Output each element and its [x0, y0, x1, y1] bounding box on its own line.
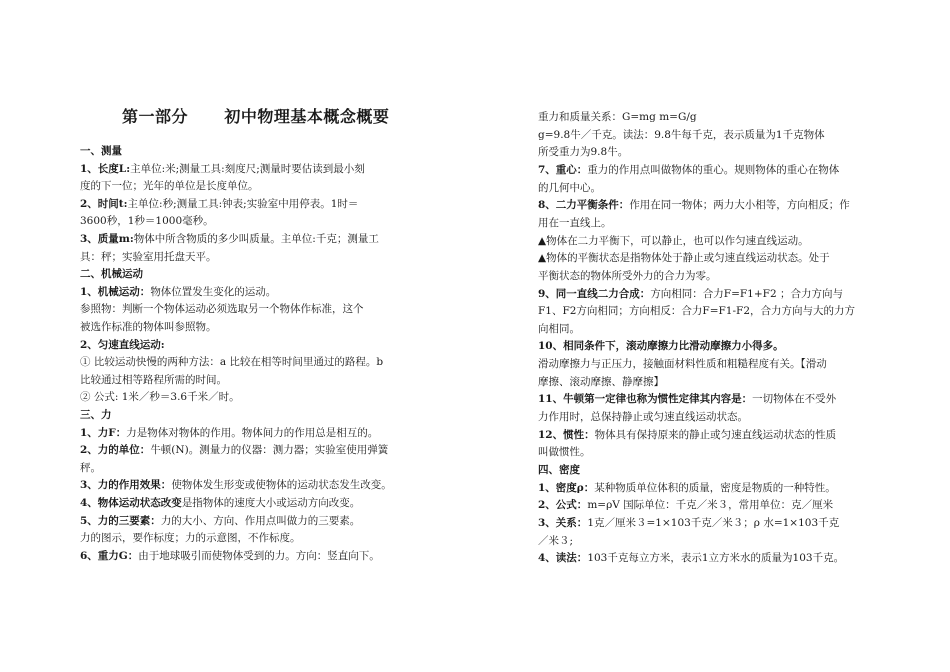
body-text: g=9.8牛／千克。读法：9.8牛每千克，表示质量为1千克物体: [538, 128, 825, 141]
body-text: 物体具有保持原来的静止或匀速直线运动状态的性质: [594, 428, 837, 441]
left-text-line: [80, 443, 388, 457]
bold-term: 3、关系：: [538, 516, 588, 529]
right-text-line: [538, 216, 612, 230]
body-text: 度的下一位；光年的单位是长度单位。: [80, 180, 259, 193]
body-text: 力是物体对物体的作用。物体间力的作用总是相互的。: [126, 426, 379, 439]
right-text-line: [538, 481, 836, 495]
bold-term: 二、机械运动: [80, 268, 143, 281]
right-text-line: [538, 534, 573, 548]
left-text-line: [80, 478, 392, 492]
right-text-line: [538, 463, 580, 477]
body-text: 某种物质单位体积的质量，密度是物质的一种特性。: [594, 481, 836, 494]
body-text: 参照物：判断一个物体运动必须选取另一个物体作标准，这个: [80, 303, 364, 316]
body-text: 比较通过相等路程所需的时间。: [80, 373, 227, 386]
right-text-line: [538, 304, 855, 318]
left-text-line: [80, 302, 364, 316]
left-text-line: [80, 373, 227, 387]
bold-term: 6、重力G：: [80, 549, 139, 562]
body-text: ▲物体的平衡状态是指物体处于静止或匀速直线运动状态。处于: [538, 252, 830, 265]
body-text: 向相同。: [538, 322, 580, 335]
body-text: 的几何中心。: [538, 181, 601, 194]
bold-term: 4、读法：: [538, 552, 588, 565]
bold-term: 5、力的三要素：: [80, 514, 161, 527]
body-text: 力作用时，总保持静止或匀速直线运动状态。: [538, 411, 748, 424]
bold-term: 1、机械运动：: [80, 285, 151, 298]
body-text: 所受重力为9.8牛。: [538, 146, 629, 159]
body-text: m=ρV 国际单位：千克／米３，常用单位：克／厘米: [587, 499, 834, 512]
bold-term: 11、牛顿第一定律也称为惯性定律其内容是：: [538, 393, 753, 406]
body-text: 是指物体的速度大小或运动方向改变。: [181, 497, 361, 509]
left-text-line: [80, 144, 122, 158]
body-text: 重力和质量关系：G=mg m=G/g: [538, 111, 697, 123]
right-text-line: [538, 128, 825, 142]
bold-term: 2、力的单位：: [80, 444, 151, 457]
body-text: 摩擦、滚动摩擦、静摩擦】: [538, 375, 664, 388]
right-text-line: [538, 181, 601, 195]
bold-term: 4、物体运动状态改变: [80, 497, 182, 509]
left-text-line: [80, 531, 301, 545]
body-text: 力的图示，要作标度；力的示意图，不作标度。: [80, 532, 301, 545]
left-text-line: [80, 408, 112, 422]
left-text-line: [80, 461, 101, 475]
body-text: 具：秤；实验室用托盘天平。: [80, 250, 217, 263]
body-text: ② 公式: 1米／秒＝3.6千米／时。: [80, 391, 240, 404]
bold-term: 10、相同条件下，滚动摩擦力比滑动摩擦力小得多。: [538, 340, 784, 353]
left-text-line: [80, 267, 143, 281]
bold-term: 2、公式：: [538, 499, 588, 512]
right-text-line: [538, 392, 836, 406]
bold-term: 7、重心：: [538, 163, 588, 176]
bold-term: 3、力的作用效果：: [80, 479, 172, 492]
body-text: 主单位:秒;测量工具:钟表;实验室中用停表。1时＝: [127, 197, 359, 210]
left-text-line: [80, 390, 240, 404]
body-text: 物体中所含物质的多少叫质量。主单位:千克；测量工: [133, 233, 379, 245]
bold-term: 一、测量: [80, 145, 122, 157]
left-text-line: [80, 426, 378, 440]
left-text-line: [80, 549, 380, 563]
left-text-line: [80, 496, 360, 510]
bold-term: 2、匀速直线运动:: [80, 338, 165, 351]
right-text-line: [538, 251, 830, 265]
body-text: 力的大小、方向、作用点叫做力的三要素。: [160, 514, 361, 527]
body-text: ／米３;: [538, 534, 574, 547]
right-text-line: [538, 498, 833, 512]
left-text-line: [80, 338, 165, 352]
body-text: 秤。: [80, 461, 101, 474]
left-text-line: [80, 250, 217, 264]
bold-term: 3、质量m:: [80, 233, 134, 245]
body-text: 叫做惯性。: [538, 446, 591, 459]
left-text-line: [80, 320, 217, 334]
body-text: 重力的作用点叫做物体的重心。规则物体的重心在物体: [587, 163, 840, 176]
bold-term: 三、力: [80, 409, 112, 421]
right-text-line: [538, 357, 827, 371]
left-text-line: [80, 162, 365, 176]
right-text-line: [538, 145, 628, 159]
left-text-line: [80, 514, 360, 528]
bold-term: 1、力F：: [80, 426, 127, 439]
left-text-line: [80, 232, 379, 246]
body-text: F1、F2方向相同；方向相反：合力F=F1-F2，合力方向与大的力方: [538, 305, 855, 318]
body-text: 主单位:米;测量工具:刻度尺;测量时要估读到最小刻: [130, 162, 365, 175]
bold-term: 2、时间t:: [80, 197, 128, 210]
bold-term: 12、惯性：: [538, 428, 595, 441]
body-text: 方向相同：合力F=F1+F2 ；合力方向与: [650, 287, 843, 300]
right-text-line: [538, 198, 850, 212]
right-text-line: [538, 375, 664, 389]
bold-term: 8、二力平衡条件：: [538, 199, 630, 212]
body-text: 由于地球吸引而使物体受到的力。方向：竖直向下。: [138, 549, 380, 562]
body-text: 3600秒，1秒＝1000毫秒。: [80, 215, 214, 228]
body-text: 牛顿(N)。测量力的仪器：测力器；实验室使用弹簧: [150, 444, 389, 457]
right-text-line: [538, 269, 717, 283]
left-text-line: [80, 355, 383, 369]
right-text-line: [538, 287, 843, 301]
right-text-line: [538, 339, 784, 353]
body-text: 103千克每立方米，表示1立方米水的质量为103千克。: [587, 552, 845, 565]
right-text-line: [538, 234, 809, 248]
body-text: 一切物体在不受外: [752, 393, 837, 406]
body-text: ① 比较运动快慢的两种方法：a 比较在相等时间里通过的路程。b: [80, 356, 384, 369]
bold-term: 1、密度ρ：: [538, 481, 595, 494]
bold-term: 9、同一直线二力合成：: [538, 287, 651, 300]
body-text: 使物体发生形变或使物体的运动状态发生改变。: [171, 479, 392, 492]
left-text-line: [80, 285, 276, 299]
right-text-line: [538, 516, 839, 530]
body-text: 1克／厘米３=1×103千克／米３；ρ 水=1×103千克: [587, 516, 840, 529]
left-text-line: [80, 214, 214, 228]
left-text-line: [80, 179, 259, 193]
body-text: 被选作标准的物体叫参照物。: [80, 321, 217, 333]
body-text: 平衡状态的物体所受外力的合力为零。: [538, 269, 717, 282]
page-title: 第一部分 初中物理基本概念概要: [122, 107, 390, 126]
body-text: 滑动摩擦力与正压力，接触面材料性质和粗糙程度有关。【滑动: [538, 358, 827, 371]
right-text-line: [538, 410, 748, 424]
body-text: 物体位置发生变化的运动。: [150, 285, 277, 298]
right-text-line: [538, 551, 844, 565]
body-text: ▲物体在二力平衡下，可以静止，也可以作匀速直线运动。: [538, 234, 809, 247]
body-text: 作用在同一物体；两力大小相等，方向相反；作: [629, 199, 850, 212]
bold-term: 1、长度L:: [80, 162, 131, 175]
left-text-line: [80, 197, 358, 211]
right-text-line: [538, 322, 580, 336]
bold-term: 四、密度: [538, 464, 580, 476]
body-text: 用在一直线上。: [538, 216, 612, 229]
right-text-line: [538, 445, 591, 459]
right-text-line: [538, 428, 836, 442]
right-text-line: [538, 163, 839, 177]
right-text-line: [538, 110, 697, 124]
